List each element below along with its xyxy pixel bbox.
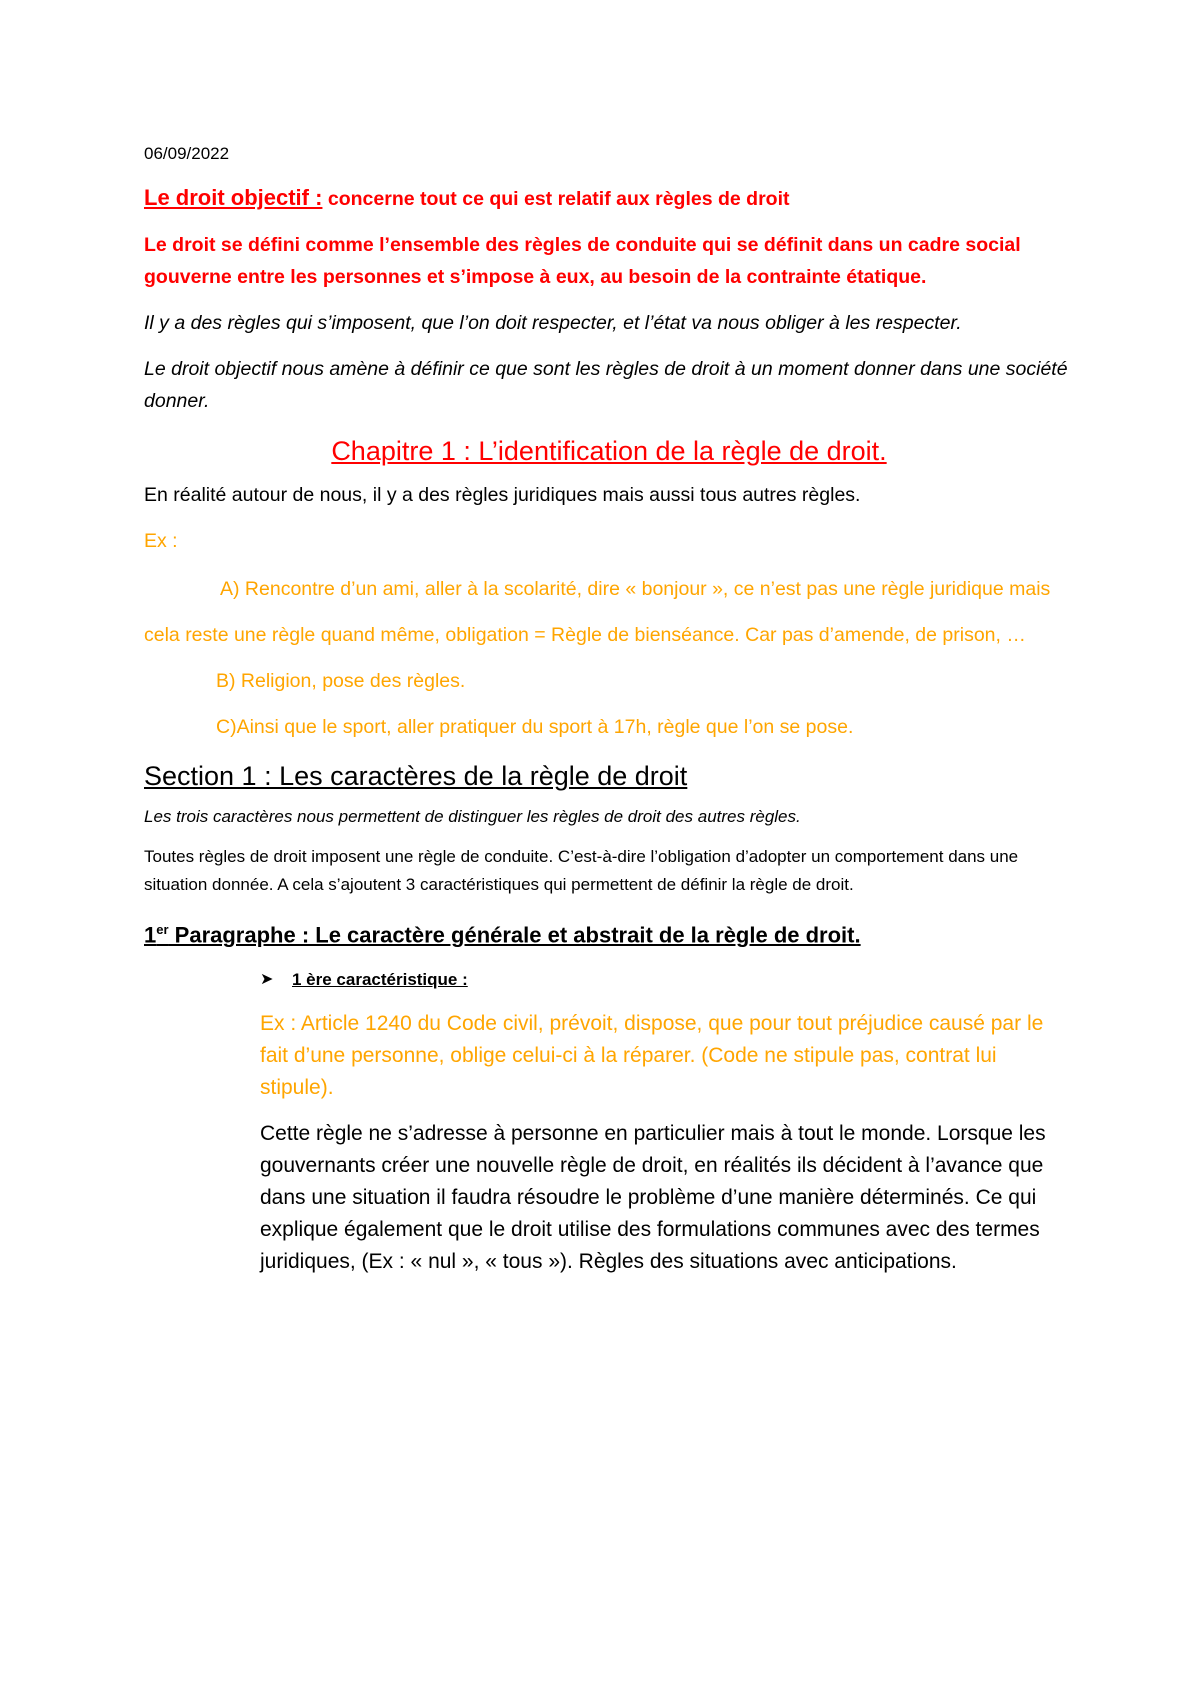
italic-paragraph-2: Le droit objectif nous amène à définir ce que sont les règles de droit à un moment donner dans une société donner. (144, 358, 1068, 412)
document-date: 06/09/2022 (144, 144, 230, 163)
example-label: Ex : (144, 530, 178, 552)
bullet-text: 1 ère caractéristique : (292, 970, 468, 990)
example-b: B) Religion, pose des règles. (216, 670, 466, 692)
paragraph-number-suffix: er (156, 922, 169, 937)
section-paragraph: Toutes règles de droit imposent une règle de conduite. C’est-à-dire l’obligation d’adopter un comportement dans une situation donnée. A cela s’ajoutent 3 caractéristiques qui permettent de définir la règle de droit. (144, 847, 1019, 894)
example-a-continued: cela reste une règle quand même, obligation = Règle de bienséance. Car pas d’amende, de prison, … (144, 624, 1026, 646)
example-c: C)Ainsi que le sport, aller pratiquer du sport à 17h, règle que l’on se pose. (216, 716, 854, 738)
section-title: Section 1 : Les caractères de la règle de droit (144, 761, 688, 791)
bullet-item (144, 966, 1074, 994)
paragraph-number: 1 (144, 922, 157, 948)
definition-line (144, 182, 1074, 215)
chapter-title: Chapitre 1 : L’identification de la règle de droit. (331, 436, 887, 466)
intro-paragraph: En réalité autour de nous, il y a des règles juridiques mais aussi tous autres règles. (144, 484, 861, 506)
section-italic-note: Les trois caractères nous permettent de distinguer les règles de droit des autres règles. (144, 807, 801, 826)
paragraph-heading (144, 913, 1074, 952)
final-paragraph: Cette règle ne s’adresse à personne en particulier mais à tout le monde. Lorsque les gouvernants créer une nouvelle règle de droit, en réalités ils décident à l’avance que dans une situation il faudra résoudre le problème d’une manière déterminés. Ce qui explique également que le droit utilise des formulations communes avec des termes juridiques, (Ex : « nul », « tous »). Règles des situations avec anticipations. (260, 1122, 1046, 1274)
example-a (144, 573, 1074, 605)
page-content (144, 142, 1074, 1278)
definition-term: Le droit objectif : (144, 185, 323, 210)
definition-paragraph: Le droit se défini comme l’ensemble des règles de conduite qui se définit dans un cadre social gouverne entre les personnes et s’impose à eux, au besoin de la contrainte étatique. (144, 234, 1021, 288)
paragraph-heading-text: Paragraphe : Le caractère générale et abstrait de la règle de droit. (168, 922, 861, 948)
definition-text: concerne tout ce qui est relatif aux règles de droit (322, 188, 790, 210)
example-a-text: A) Rencontre d’un ami, aller à la scolarité, dire « bonjour », ce n’est pas une règle juridique mais (220, 578, 1051, 600)
arrow-bullet-icon: ➤ (260, 971, 274, 989)
italic-paragraph-1: Il y a des règles qui s’imposent, que l’on doit respecter, et l’état va nous obliger à les respecter. (144, 312, 962, 334)
article-example: Ex : Article 1240 du Code civil, prévoit, dispose, que pour tout préjudice causé par le fait d’une personne, oblige celui-ci à la réparer. (Code ne stipule pas, contrat lui stipule). (260, 1012, 1044, 1100)
